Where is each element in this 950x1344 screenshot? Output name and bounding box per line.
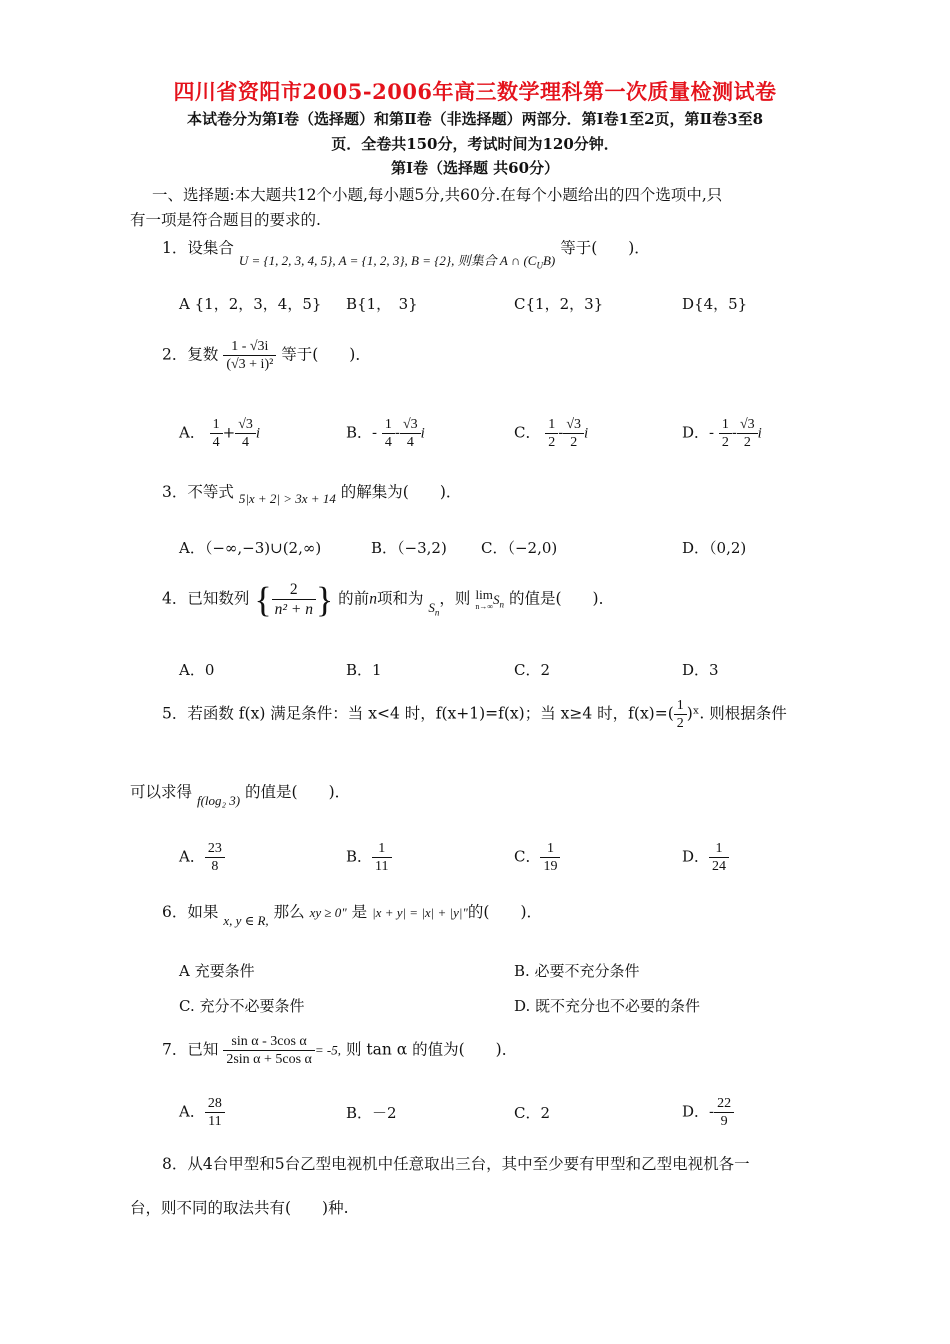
q1-option-b[interactable]: B{1， 3} bbox=[346, 295, 418, 313]
q1-option-a[interactable]: A {1，2，3，4，5} bbox=[179, 295, 322, 313]
q3-option-b[interactable]: B．（−3,2) bbox=[371, 539, 447, 557]
question-2 bbox=[162, 338, 371, 373]
q7-option-b[interactable]: B．－2 bbox=[346, 1104, 397, 1122]
question-5: 5．若函数 f(x) 满足条件：当 x<4 时，f(x+1)=f(x)；当 x≥4 时，f(x)=( $\frac{1}{2}$ )ˣ. 则根据条件 bbox=[162, 698, 787, 731]
q1-formula: U = {1, 2, 3, 4, 5}, A = {1, 2, 3}, B = {2}, 则集合 A ∩ (CUB) bbox=[238, 253, 556, 271]
q4-option-b[interactable]: B．1 bbox=[346, 661, 382, 679]
q3-option-a[interactable]: A．（−∞,−3)∪(2,∞) bbox=[179, 539, 322, 557]
q2-option-c[interactable]: C． $\frac{1}{2}$ - $\frac{√3}{2}$ i bbox=[514, 417, 589, 450]
q5-formula: f(log₂ 3) bbox=[196, 793, 241, 808]
right-brace-icon: } bbox=[315, 579, 334, 620]
instructions-line-1: 一、选择题:本大题共12个小题,每小题5分,共60分.在每个小题给出的四个选项中,只 bbox=[152, 186, 723, 204]
q5-option-d[interactable]: D． $\frac{1}{24}$ bbox=[682, 840, 729, 875]
q5-option-c[interactable]: C． $\frac{1}{19}$ bbox=[514, 840, 560, 875]
q3-suffix: 的解集为( )． bbox=[340, 483, 462, 501]
q5-option-a[interactable]: A． $\frac{23}{8}$ bbox=[179, 840, 225, 875]
question-4: 4．已知数列 { $\frac{2}{\text{n² + n}}$ } 的前n项和为 $_{S_n}$，则 lim n→∞ $S_n$ 的值是( )． bbox=[162, 579, 615, 620]
q7-option-c[interactable]: C．2 bbox=[514, 1104, 551, 1122]
question-6: 6．如果 $_{x, y \in R,}$ 那么 xy ≥ 0" 是 |x + y| = |x| + |y|"的( )． bbox=[162, 903, 543, 928]
q3-option-d[interactable]: D．（0,2) bbox=[682, 539, 747, 557]
q1-option-d[interactable]: D{4，5} bbox=[682, 295, 748, 313]
q4-fraction: $\frac{2}{\text{n² + n}}$ bbox=[272, 580, 316, 619]
q5-half-fraction: $\frac{1}{2}$ bbox=[674, 697, 687, 732]
q3-prefix: 3．不等式 bbox=[162, 483, 234, 501]
q4-option-c[interactable]: C．2 bbox=[514, 661, 551, 679]
question-5-line-2: 可以求得 $_{f(log_2 3)}$ 的值是( )． bbox=[130, 783, 351, 808]
intro-line-2: 页．全卷共150分，考试时间为120分钟． bbox=[331, 135, 619, 153]
q5-line-1: 5．若函数 f(x) 满足条件：当 x<4 时，f(x+1)=f(x)；当 x≥4 时，f(x)=( bbox=[162, 704, 674, 723]
q6-option-b[interactable]: B. 必要不充分条件 bbox=[514, 962, 640, 980]
section-title: 第Ⅰ卷（选择题 共60分） bbox=[390, 159, 560, 177]
q2-fraction: $\frac{1 - √3i}{\text{(√3 + i)²}}$ bbox=[223, 338, 276, 373]
intro-line-1: 本试卷分为第Ⅰ卷（选择题）和第Ⅱ卷（非选择题）两部分．第Ⅰ卷1至2页，第Ⅱ卷3至8 bbox=[186, 110, 764, 128]
question-8-line-1: 8．从4台甲型和5台乙型电视机中任意取出三台，其中至少要有甲型和乙型电视机各一 bbox=[162, 1155, 750, 1173]
q7-option-d[interactable]: D．- $\frac{22}{9}$ bbox=[682, 1095, 734, 1130]
q1-suffix: 等于( )． bbox=[560, 239, 650, 257]
q4-sn: Sn bbox=[428, 599, 440, 618]
q3-option-c[interactable]: C．（−2,0) bbox=[481, 539, 558, 557]
q2-prefix: 2．复数 bbox=[162, 345, 219, 364]
question-8-line-2: 台，则不同的取法共有( )种. bbox=[130, 1199, 349, 1217]
q5-option-b[interactable]: B． $\frac{1}{11}$ bbox=[346, 840, 392, 875]
q2-suffix: 等于( )． bbox=[281, 345, 371, 364]
q4-suffix: 的值是( )． bbox=[508, 589, 615, 608]
q1-option-c[interactable]: C{1，2，3} bbox=[514, 295, 604, 313]
instructions-line-2: 有一项是符合题目的要求的. bbox=[130, 211, 321, 229]
q6-formula-3: |x + y| = |x| + |y|" bbox=[372, 905, 468, 920]
q6-option-a[interactable]: A 充要条件 bbox=[179, 962, 255, 980]
q4-option-d[interactable]: D．3 bbox=[682, 661, 719, 679]
q6-formula-1: x, y ∈ R, bbox=[223, 913, 269, 928]
q6-option-d[interactable]: D. 既不充分也不必要的条件 bbox=[514, 997, 701, 1015]
q4-limit: lim n→∞ bbox=[475, 587, 494, 611]
q6-option-c[interactable]: C. 充分不必要条件 bbox=[179, 997, 305, 1015]
q1-prefix: 1．设集合 bbox=[162, 239, 234, 257]
q4-prefix: 4．已知数列 bbox=[162, 589, 250, 608]
question-3 bbox=[162, 480, 462, 506]
q2-option-d[interactable]: D．- $\frac{1}{2}$ - $\frac{√3}{2}$ i bbox=[682, 417, 762, 450]
exam-title: 四川省资阳市2005-2006年高三数学理科第一次质量检测试卷 bbox=[173, 79, 777, 104]
question-7: 7．已知 $\frac{\text{sin α - 3cos α}}{\text{2sin α + 5cos α}}$ = -5, 则 tan α 的值为( )． bbox=[162, 1034, 518, 1067]
left-brace-icon: { bbox=[254, 579, 272, 620]
q2-option-b[interactable]: B．- $\frac{1}{4}$ - $\frac{√3}{4}$ i bbox=[346, 417, 425, 450]
q6-formula-2: xy ≥ 0" bbox=[309, 905, 347, 920]
q3-formula: 5|x + 2| > 3x + 14 bbox=[238, 491, 336, 506]
q4-option-a[interactable]: A．0 bbox=[179, 661, 215, 679]
q7-option-a[interactable]: A． $\frac{28}{11}$ bbox=[179, 1095, 225, 1130]
q7-fraction: $\frac{\text{sin α - 3cos α}}{\text{2sin α + 5cos α}}$ bbox=[223, 1033, 315, 1068]
q2-option-a[interactable]: A． $\frac{1}{4}$ + $\frac{√3}{4}$ i bbox=[179, 417, 261, 450]
